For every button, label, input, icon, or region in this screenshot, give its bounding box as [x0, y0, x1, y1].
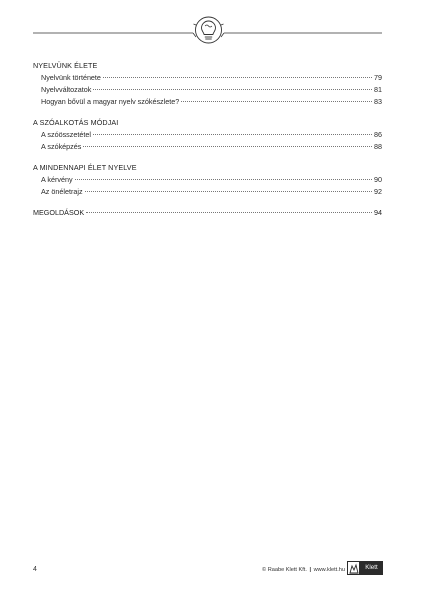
klett-logo [347, 561, 383, 575]
dot-leader [93, 133, 372, 135]
toc-entry-megoldasok[interactable] [33, 207, 382, 219]
page-number: 4 [33, 566, 37, 573]
toc-section-mindennapi [33, 162, 382, 198]
entry-page: 94 [374, 208, 382, 217]
entry-page: 86 [374, 130, 382, 139]
lightbulb-icon [194, 17, 224, 43]
section-title: A SZÓALKOTÁS MÓDJAI [33, 118, 119, 127]
page-header [0, 0, 421, 60]
toc-entry[interactable] [33, 129, 382, 141]
entry-label: Az önéletrajz [41, 187, 83, 196]
dot-leader [75, 178, 372, 180]
toc-entry[interactable] [33, 96, 382, 108]
toc-entry[interactable] [33, 186, 382, 198]
entry-label: A szóképzés [41, 142, 82, 151]
dot-leader [83, 145, 372, 147]
entry-page: 88 [374, 142, 382, 151]
entry-page: 81 [374, 85, 382, 94]
logo-wordmark: Klett [360, 561, 383, 575]
toc-entry[interactable] [33, 84, 382, 96]
dot-leader [93, 88, 372, 90]
entry-label: MEGOLDÁSOK [33, 208, 85, 217]
section-spacer [33, 108, 382, 117]
website-link[interactable]: www.klett.hu [313, 567, 345, 573]
copyright-text: © Raabe Klett Kft. [262, 567, 307, 573]
table-of-contents [33, 60, 382, 219]
klett-emblem-icon [347, 561, 360, 575]
section-title: NYELVÜNK ÉLETE [33, 61, 98, 70]
entry-page: 79 [374, 73, 382, 82]
section-spacer [33, 198, 382, 207]
toc-section-nyelvunk-elete [33, 60, 382, 108]
toc-section-szoalkotas [33, 117, 382, 153]
entry-page: 92 [374, 187, 382, 196]
footer-credits [262, 567, 345, 573]
entry-page: 83 [374, 97, 382, 106]
entry-label: Hogyan bővül a magyar nyelv szókészlete? [41, 97, 180, 106]
section-spacer [33, 153, 382, 162]
entry-label: Nyelvváltozatok [41, 85, 92, 94]
dot-leader [85, 190, 372, 192]
toc-entry[interactable] [33, 174, 382, 186]
dot-leader [86, 211, 372, 213]
entry-label: A kérvény [41, 175, 73, 184]
toc-entry[interactable] [33, 72, 382, 84]
entry-page: 90 [374, 175, 382, 184]
entry-label: A szóösszetétel [41, 130, 91, 139]
section-title: A MINDENNAPI ÉLET NYELVE [33, 163, 137, 172]
header-decoration [0, 0, 421, 60]
toc-entry[interactable] [33, 141, 382, 153]
dot-leader [103, 76, 372, 78]
footer-separator: | [309, 567, 312, 573]
dot-leader [181, 100, 372, 102]
entry-label: Nyelvünk története [41, 73, 101, 82]
